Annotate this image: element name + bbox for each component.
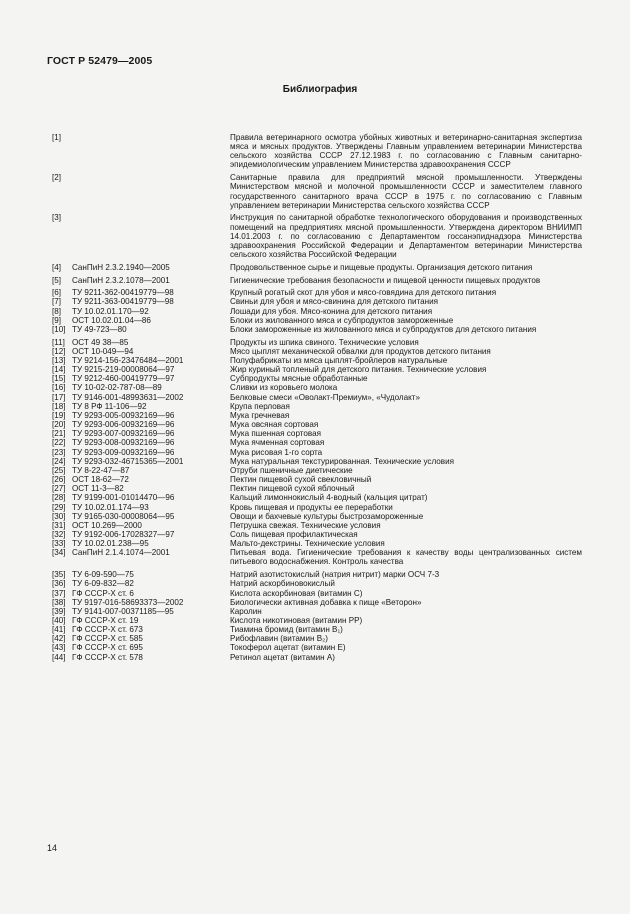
bibliography-entry — [52, 411, 582, 420]
entry-number: [23] — [52, 447, 66, 457]
entry-description: Субпродукты мясные обработанные — [230, 374, 368, 384]
bibliography-entry — [52, 347, 582, 356]
entry-reference — [52, 383, 230, 392]
entry-document-code: ТУ 9293-008-00932169—96 — [72, 438, 175, 448]
entry-reference — [52, 133, 230, 170]
entry-reference — [52, 457, 230, 466]
entry-document-code: ТУ 9199-001-01014470—96 — [72, 493, 175, 503]
bibliography-entry — [52, 484, 582, 493]
entry-number: [38] — [52, 597, 66, 607]
entry-document-code: ТУ 9141-007-00371185—95 — [72, 606, 174, 616]
bibliography-entry — [52, 297, 582, 306]
entry-document-code: ТУ 9212-460-00419779—97 — [72, 374, 175, 384]
entry-document-code: СанПиН 2.1.4.1074—2001 — [72, 548, 170, 558]
entry-document-code: ТУ 9146-001-48993631—2002 — [72, 392, 184, 402]
entry-reference — [52, 579, 230, 588]
entry-description: Мальто-декстрины. Технические условия — [230, 539, 385, 549]
entry-reference — [52, 213, 230, 259]
entry-number: [8] — [52, 306, 61, 316]
entry-number: [33] — [52, 539, 66, 549]
entry-reference — [52, 347, 230, 356]
entry-description: Мука гречневая — [230, 410, 290, 420]
entry-description: Полуфабрикаты из мяса цыплят-бройлеров натуральные — [230, 356, 448, 365]
entry-document-code: СанПиН 2.3.2.1940—2005 — [72, 262, 170, 272]
entry-description: Токоферол ацетат (витамин Е) — [230, 643, 346, 653]
entry-reference — [52, 288, 230, 297]
bibliography-entry — [52, 512, 582, 521]
entry-description: Тиамина бромид (витамин B₁) — [230, 625, 343, 635]
page-number: 14 — [47, 843, 58, 853]
entry-number: [15] — [52, 374, 66, 384]
entry-document-code: ТУ 10-02-02-787-08—89 — [72, 383, 162, 393]
entry-reference — [52, 493, 230, 502]
entry-document-code: ТУ 9211-362-00419779—98 — [72, 288, 174, 298]
entry-description: Кровь пищевая и продукты ее переработки — [230, 502, 393, 512]
bibliography-entry — [52, 338, 582, 347]
entry-description: Рибофлавин (витамин B₂) — [230, 634, 328, 644]
page-title — [0, 84, 630, 95]
bibliography-entry — [52, 213, 582, 259]
entry-reference — [52, 393, 230, 402]
entry-description: Кальций лимоннокислый 4-водный (кальция цитрат) — [230, 493, 428, 503]
entry-document-code: ОСТ 10.02.01.04—86 — [72, 315, 151, 325]
entry-document-code: ТУ 8 РФ 11-106—92 — [72, 401, 147, 411]
entry-reference — [52, 570, 230, 579]
entry-reference — [52, 307, 230, 316]
entry-reference — [52, 297, 230, 306]
bibliography-entry — [52, 653, 582, 662]
entry-reference — [52, 356, 230, 365]
entry-document-code: ОСТ 49 38—85 — [72, 337, 129, 347]
entry-number: [30] — [52, 511, 66, 521]
entry-description: Кислота аскорбиновая (витамин С) — [230, 588, 363, 598]
entry-description: Блоки замороженные из жилованного мяса и субпродуктов для детского питания — [230, 324, 537, 334]
entry-number: [5] — [52, 275, 61, 285]
entry-description: Санитарные правила для предприятий мясной промышленности. Утверждены Министерством мясной и молочной промышленности СССР и заместителем главного государственного санитарного врача СССР в 1975 г. по согласованию с Главным управлением ветеринарии Министерства сельского хозяйства СССР — [230, 173, 582, 210]
bibliography-entry — [52, 402, 582, 411]
entry-description: Мясо цыплят механической обвалки для продуктов детского питания — [230, 346, 491, 356]
entry-reference — [52, 438, 230, 447]
entry-description: Кислота никотиновая (витамин РР) — [230, 615, 363, 625]
entry-number: [17] — [52, 392, 66, 402]
entry-number: [37] — [52, 588, 66, 598]
entry-description: Натрий аскорбиновокислый — [230, 579, 335, 589]
entry-document-code: ОСТ 10-049—94 — [72, 346, 134, 356]
bibliography-entry — [52, 448, 582, 457]
bibliography-entry — [52, 521, 582, 530]
bibliography-entry — [52, 325, 582, 334]
page-title-text: Библиография — [282, 84, 358, 95]
entry-number: [41] — [52, 625, 66, 635]
entry-reference — [52, 598, 230, 607]
entry-description: Крупа перловая — [230, 401, 290, 411]
entry-reference — [52, 276, 230, 285]
entry-reference — [52, 539, 230, 548]
bibliography-entry — [52, 493, 582, 502]
entry-reference — [52, 653, 230, 662]
entry-description: Лошади для убоя. Мясо-конина для детского питания — [230, 306, 433, 316]
entry-description: Блоки из жилованного мяса и субпродуктов замороженные — [230, 315, 454, 325]
entry-description: Мука ячменная сортовая — [230, 438, 325, 448]
bibliography-entry — [52, 420, 582, 429]
entry-reference — [52, 338, 230, 347]
bibliography-entry — [52, 133, 582, 170]
bibliography-entry — [52, 625, 582, 634]
entry-number: [19] — [52, 410, 66, 420]
entry-number: [24] — [52, 456, 66, 466]
entry-description: Мука рисовая 1-го сорта — [230, 447, 323, 457]
entry-reference — [52, 530, 230, 539]
entry-reference — [52, 316, 230, 325]
entry-reference — [52, 325, 230, 334]
bibliography-entry — [52, 263, 582, 272]
entry-description: Петрушка свежая. Технические условия — [230, 520, 381, 530]
entry-document-code: ОСТ 10.269—2000 — [72, 520, 142, 530]
entry-description: Натрий азотистокислый (натрия нитрит) марки ОСЧ 7-3 — [230, 570, 440, 580]
entry-document-code: ТУ 6-09-590—75 — [72, 570, 134, 580]
entry-number: [44] — [52, 652, 66, 662]
bibliography-entry — [52, 276, 582, 285]
entry-description: Соль пищевая профилактическая — [230, 529, 358, 539]
entry-description: Продовольственное сырье и пищевые продукты. Организация детского питания — [230, 262, 533, 272]
entry-number: [32] — [52, 529, 66, 539]
entry-document-code: ТУ 9214-156-23476484—2001 — [72, 356, 184, 365]
bibliography-entry — [52, 475, 582, 484]
entry-number: [28] — [52, 493, 66, 503]
entry-document-code: ОСТ 11-3—82 — [72, 484, 124, 494]
entry-number: [27] — [52, 484, 66, 494]
entry-reference — [52, 402, 230, 411]
bibliography-entry — [52, 616, 582, 625]
bibliography-entry — [52, 288, 582, 297]
entry-document-code: ГФ СССР-Х ст. 578 — [72, 652, 143, 662]
entry-document-code: ТУ 10.02.01.174—93 — [72, 502, 149, 512]
bibliography-entry — [52, 457, 582, 466]
entry-description: Пектин пищевой сухой свекловичный — [230, 475, 372, 485]
bibliography-entry — [52, 607, 582, 616]
entry-reference — [52, 607, 230, 616]
entry-description: Мука овсяная сортовая — [230, 420, 319, 430]
entry-number: [6] — [52, 288, 61, 298]
bibliography-entry — [52, 316, 582, 325]
entry-description: Мука натуральная текстурированная. Технические условия — [230, 456, 454, 466]
entry-document-code: ТУ 9192-006-17028327—97 — [72, 529, 175, 539]
entry-reference — [52, 420, 230, 429]
entry-number: [31] — [52, 520, 66, 530]
bibliography-entry — [52, 365, 582, 374]
entry-description: Отруби пшеничные диетические — [230, 465, 353, 475]
entry-reference — [52, 475, 230, 484]
entry-number: [7] — [52, 297, 61, 307]
entry-description: Ретинол ацетат (витамин А) — [230, 652, 335, 662]
entry-description: Биологически активная добавка к пище «Веторон» — [230, 597, 422, 607]
entry-description: Продукты из шпика свиного. Технические условия — [230, 337, 419, 347]
bibliography-entry — [52, 539, 582, 548]
entry-description: Овощи и бахчевые культуры быстрозамороженные — [230, 511, 424, 521]
entry-document-code: ТУ 6-09-832—82 — [72, 579, 134, 589]
entry-number: [12] — [52, 346, 66, 356]
bibliography-entry — [52, 643, 582, 652]
entry-reference — [52, 616, 230, 625]
entry-document-code: СанПиН 2.3.2.1078—2001 — [72, 275, 170, 285]
entry-reference — [52, 484, 230, 493]
entry-document-code: ТУ 9293-006-00932169—96 — [72, 420, 175, 430]
entry-reference — [52, 503, 230, 512]
entry-description: Инструкция по санитарной обработке технологического оборудования и производственных помещений на предприятиях мясной промышленности. Утверждена директором ВНИИМП 14.01.2003 г. по согласованию с Департаментом госсанэпиднадзора Министерства здравоохранения Российской Федерации и Департаментом ветеринарии Министерства сельского хозяйства Российской Федерации — [230, 213, 582, 260]
entry-document-code: ТУ 9293-032-46715365—2001 — [72, 456, 184, 466]
entry-reference — [52, 173, 230, 210]
entry-document-code: ТУ 9197-016-58693373—2002 — [72, 597, 184, 607]
entry-document-code: ТУ 10.02.01.238—95 — [72, 539, 149, 549]
entry-reference — [52, 466, 230, 475]
bibliography-entry — [52, 466, 582, 475]
entry-document-code: ТУ 9293-005-00932169—96 — [72, 410, 175, 420]
bibliography-entry — [52, 438, 582, 447]
entry-description: Жир куриный топленый для детского питания. Технические условия — [230, 365, 487, 375]
entry-reference — [52, 411, 230, 420]
entry-number: [13] — [52, 356, 66, 365]
entry-reference — [52, 512, 230, 521]
entry-description: Крупный рогатый скот для убоя и мясо-говядина для детского питания — [230, 288, 497, 298]
entry-number: [2] — [52, 173, 61, 183]
bibliography-entry — [52, 173, 582, 210]
entry-reference — [52, 448, 230, 457]
bibliography-entry — [52, 598, 582, 607]
entry-document-code: ТУ 8-22-47—87 — [72, 465, 130, 475]
bibliography-entry — [52, 374, 582, 383]
bibliography-entry — [52, 530, 582, 539]
entry-document-code: ТУ 9215-219-00008064—97 — [72, 365, 175, 375]
entry-number: [1] — [52, 133, 61, 142]
entry-reference — [52, 634, 230, 643]
entry-number: [11] — [52, 337, 65, 347]
bibliography-entry — [52, 634, 582, 643]
entry-number: [20] — [52, 420, 66, 430]
entry-number: [26] — [52, 475, 66, 485]
entry-number: [29] — [52, 502, 66, 512]
entry-number: [21] — [52, 429, 66, 439]
entry-number: [25] — [52, 465, 66, 475]
entry-number: [34] — [52, 548, 66, 558]
entry-document-code: ГФ СССР-Х ст. 19 — [72, 615, 139, 625]
entry-number: [36] — [52, 579, 66, 589]
entry-description: Сливки из коровьего молока — [230, 383, 338, 393]
bibliography-entry — [52, 429, 582, 438]
entry-description: Правила ветеринарного осмотра убойных животных и ветеринарно-санитарная экспертиза мяса и мясных продуктов. Утверждены Главным управлением ветеринарии Министерства сельского хозяйства СССР 27.12.1983 г. по согласованию с Главным санитарно-эпидемиологическим управлением Министерства здравоохранения СССР — [230, 133, 582, 170]
document-header: ГОСТ Р 52479—2005 — [47, 55, 153, 67]
entry-description: Каролин — [230, 606, 262, 616]
entry-description: Питьевая вода. Гигиенические требования к качеству воды централизованных систем питьевого водоснабжения. Контроль качества — [230, 548, 582, 567]
entry-number: [18] — [52, 401, 66, 411]
entry-number: [39] — [52, 606, 66, 616]
entry-document-code: ТУ 9293-009-00932169—96 — [72, 447, 175, 457]
entry-reference — [52, 625, 230, 634]
entry-number: [22] — [52, 438, 66, 448]
entry-reference — [52, 548, 230, 566]
entry-number: [42] — [52, 634, 66, 644]
entry-description: Пектин пищевой сухой яблочный — [230, 484, 355, 494]
entry-description: Мука пшенная сортовая — [230, 429, 321, 439]
entry-document-code: ОСТ 18-62—72 — [72, 475, 129, 485]
entry-reference — [52, 365, 230, 374]
entry-number: [9] — [52, 315, 61, 325]
entry-number: [16] — [52, 383, 66, 393]
entry-document-code: ТУ 9165-030-00008064—95 — [72, 511, 175, 521]
entry-reference — [52, 263, 230, 272]
entry-number: [10] — [52, 324, 66, 334]
entry-reference — [52, 374, 230, 383]
entry-document-code: ГФ СССР-Х ст. 673 — [72, 625, 143, 635]
bibliography-entry — [52, 589, 582, 598]
bibliography-entry — [52, 548, 582, 566]
entry-description: Свиньи для убоя и мясо-свинина для детского питания — [230, 297, 438, 307]
entry-reference — [52, 429, 230, 438]
entry-number: [40] — [52, 615, 66, 625]
bibliography-entry — [52, 383, 582, 392]
entry-description: Белковые смеси «Оволакт-Премиум», «Чудолакт» — [230, 392, 420, 402]
entry-number: [3] — [52, 213, 61, 223]
entry-reference — [52, 643, 230, 652]
entry-number: [4] — [52, 262, 61, 272]
entry-reference — [52, 521, 230, 530]
bibliography-entry — [52, 307, 582, 316]
entry-document-code: ТУ 9293-007-00932169—96 — [72, 429, 175, 439]
bibliography-entry — [52, 393, 582, 402]
entry-document-code: ТУ 10.02.01.170—92 — [72, 306, 149, 316]
bibliography-entry — [52, 579, 582, 588]
bibliography-entry — [52, 570, 582, 579]
entry-number: [43] — [52, 643, 66, 653]
bibliography-entry — [52, 503, 582, 512]
entry-number: [35] — [52, 570, 66, 580]
bibliography-list — [52, 133, 582, 662]
entry-document-code: ГФ СССР-Х ст. 585 — [72, 634, 143, 644]
entry-number: [14] — [52, 365, 66, 375]
entry-document-code: ТУ 9211-363-00419779—98 — [72, 297, 174, 307]
bibliography-entry — [52, 356, 582, 365]
entry-reference — [52, 589, 230, 598]
entry-document-code: ГФ СССР-Х ст. 6 — [72, 588, 134, 598]
entry-document-code: ТУ 49-723—80 — [72, 324, 127, 334]
entry-description: Гигиенические требования безопасности и пищевой ценности пищевых продуктов — [230, 275, 541, 285]
entry-document-code: ГФ СССР-Х ст. 695 — [72, 643, 143, 653]
